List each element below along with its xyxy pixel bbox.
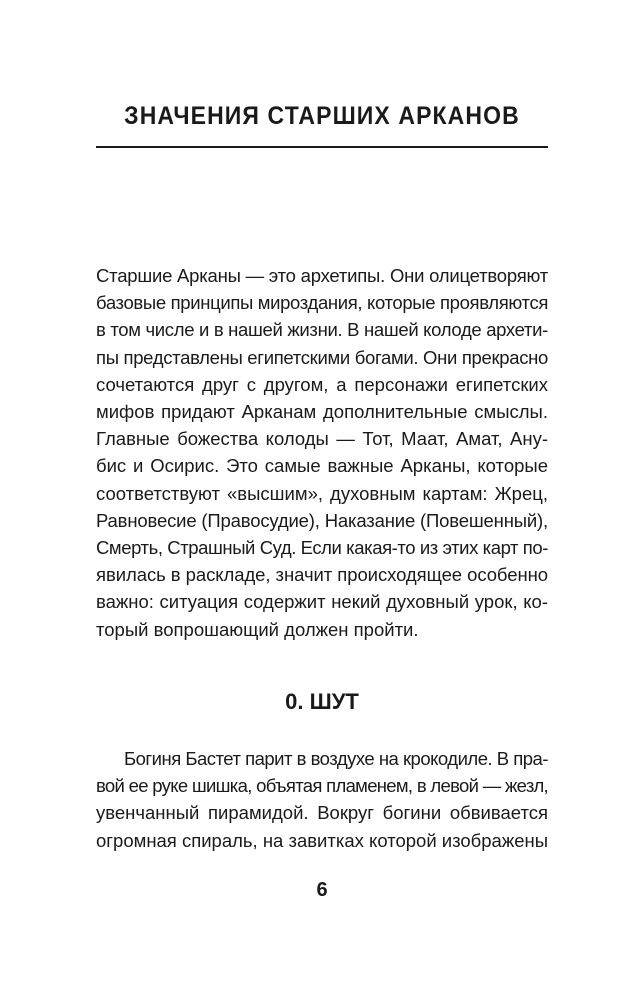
text-line: увенчанный пирамидой. Вокруг богини обвивается	[96, 802, 548, 824]
text-line: торый вопрошающий должен пройти.	[96, 618, 419, 640]
text-line: пы представлены египетскими богами. Они прекрасно	[96, 346, 548, 368]
text-line: базовые принципы мироздания, которые проявляются	[96, 292, 549, 314]
text-line: важно: ситуация содержит некий духовный урок, ко-	[96, 591, 548, 613]
chapter-title: ЗНАЧЕНИЯ СТАРШИХ АРКАНОВ	[124, 102, 520, 130]
text-line: явилась в раскладе, значит происходящее особенно	[96, 564, 549, 586]
title-underline-rule	[96, 146, 548, 148]
intro-paragraph	[96, 262, 548, 643]
section-paragraph	[96, 745, 548, 854]
text-line: Равновесие (Правосудие), Наказание (Повешенный),	[96, 509, 548, 531]
text-line: бис и Осирис. Это самые важные Арканы, которые	[96, 455, 548, 477]
text-line: Смерть, Страшный Суд. Если какая-то из этих карт по-	[96, 537, 548, 559]
section-heading: 0. ШУТ	[285, 689, 359, 714]
text-line: Богиня Бастет парит в воздухе на крокодиле. В пра-	[124, 748, 548, 769]
text-line: огромная спираль, на завитках которой изображены	[96, 829, 548, 851]
page-number: 6	[316, 879, 328, 901]
text-line: в том числе и в нашей жизни. В нашей колоде архети-	[96, 319, 549, 341]
text-line: сочетаются друг с другом, а персонажи египетских	[96, 373, 548, 395]
text-line: вой ее руке шишка, объятая пламенем, в левой — жезл,	[96, 775, 548, 797]
text-line: мифов придают Арканам дополнительные смыслы.	[96, 401, 548, 423]
text-line: Старшие Арканы — это архетипы. Они олицетворяют	[96, 265, 549, 286]
text-line: Главные божества колоды — Тот, Маат, Амат, Ану-	[96, 428, 548, 450]
text-line: соответствуют «высшим», духовным картам: Жрец,	[96, 482, 548, 504]
